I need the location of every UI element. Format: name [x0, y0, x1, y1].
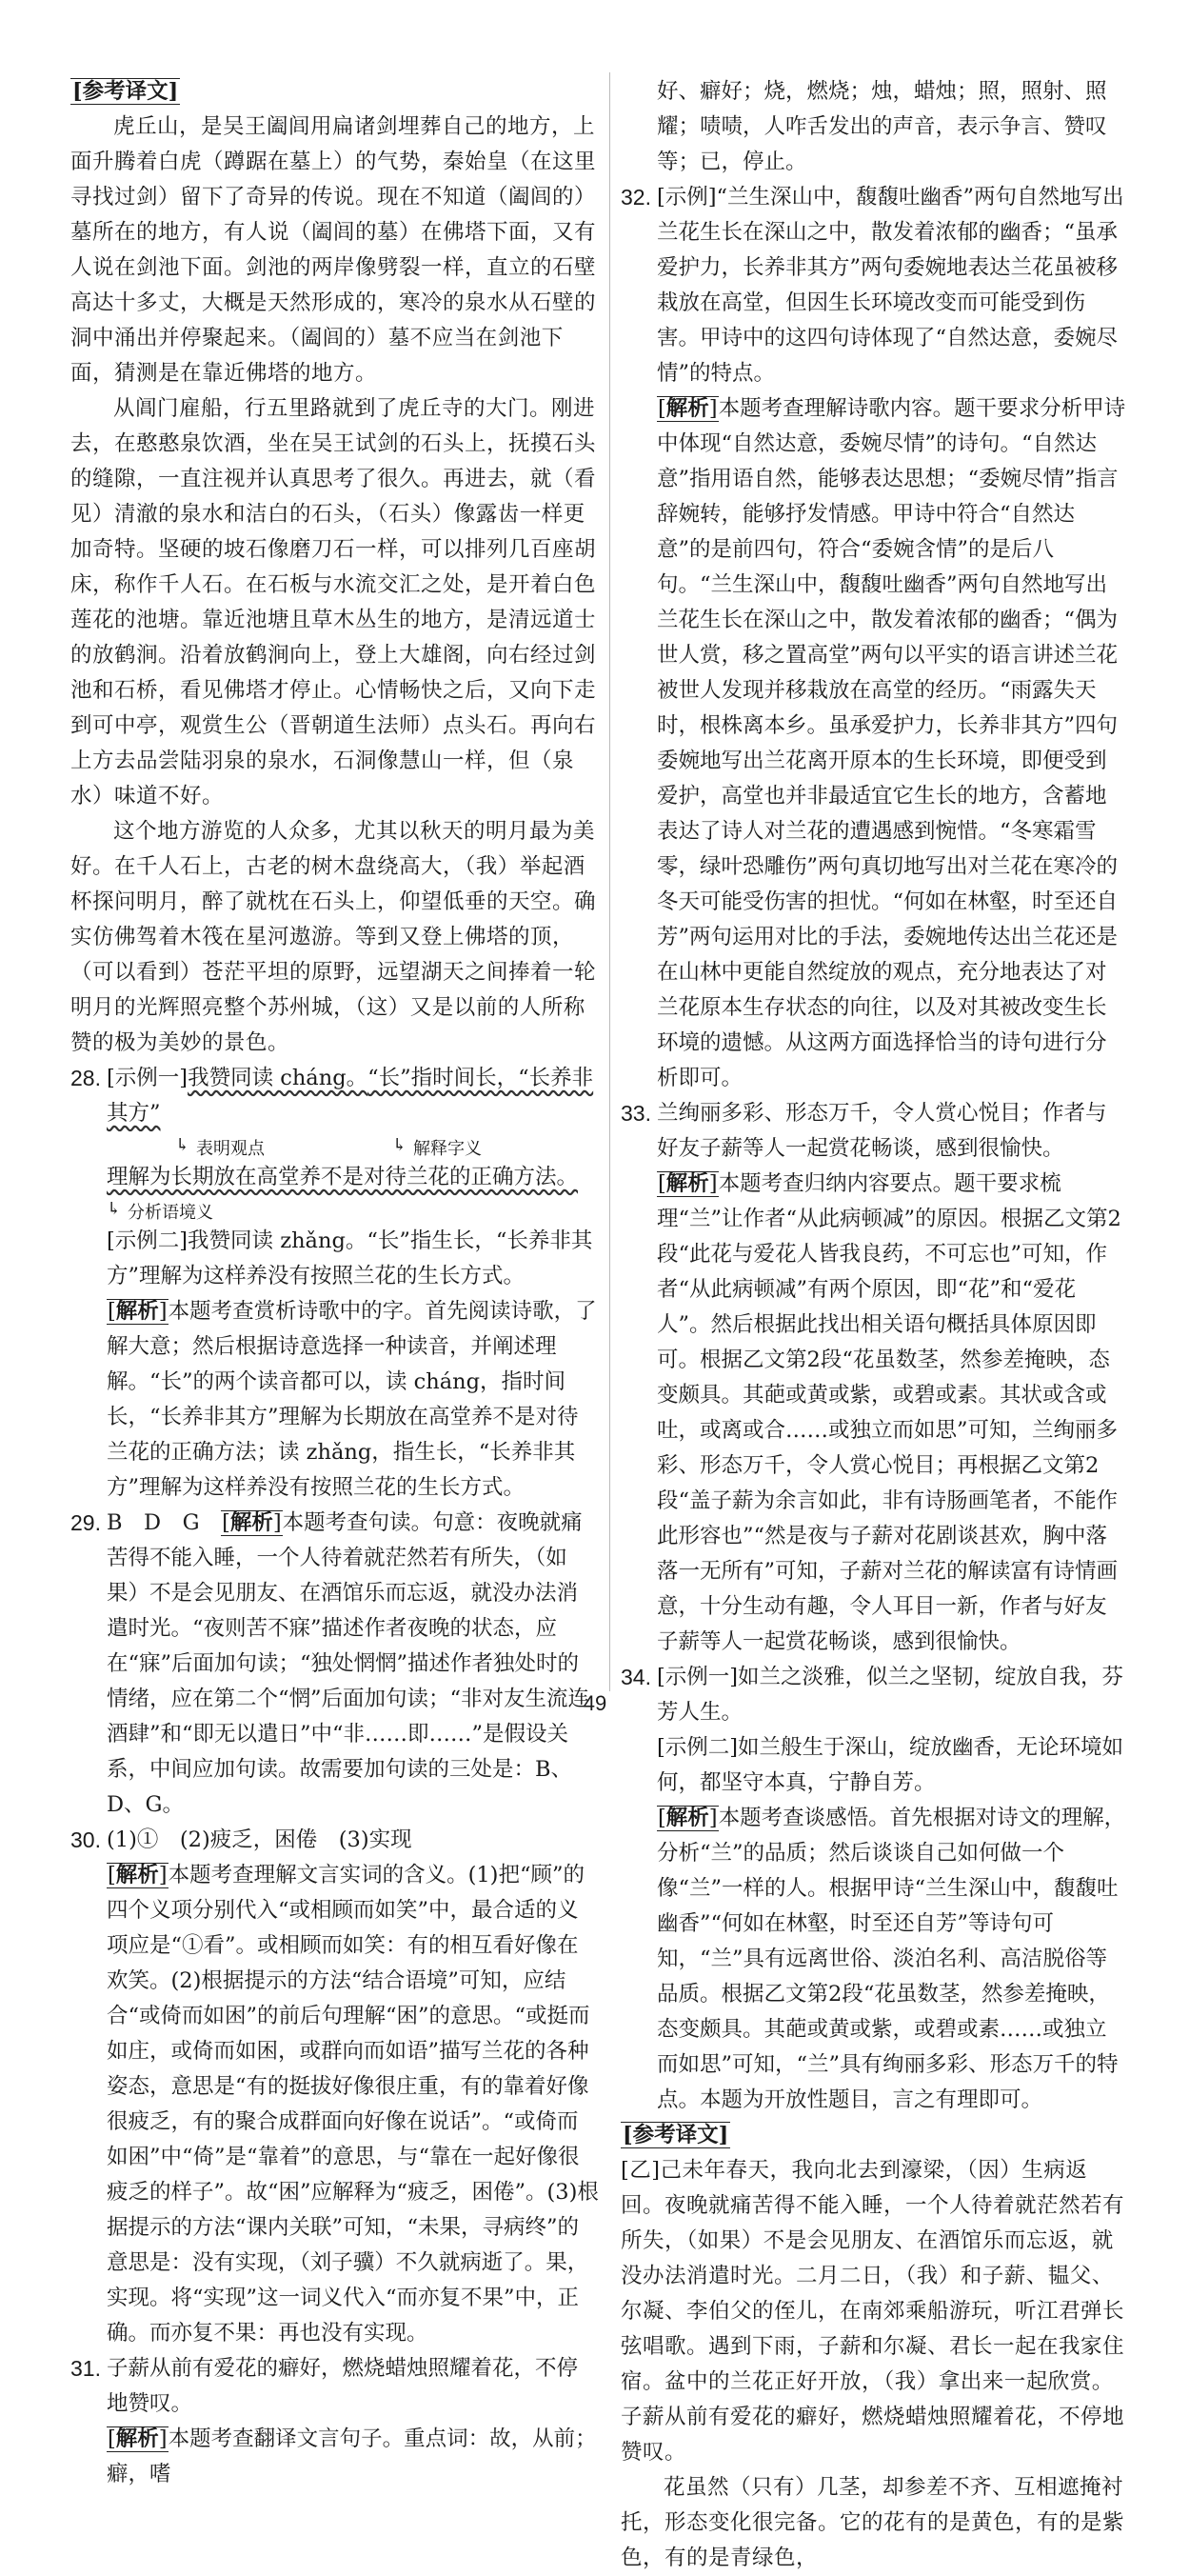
translation-paragraph-2: 花虽然（只有）几茎，却参差不齐、互相遮掩衬托，形态变化很完备。它的花有的是黄色，有的是紫色，有的是青绿色，	[621, 2475, 1125, 2570]
question-28	[70, 1061, 599, 1506]
q28-analysis: [解析]本题考查赏析诗歌中的字。首先阅读诗歌，了解大意；然后根据诗意选择一种读音，并阐述理解。“长”的两个读音都可以，读 cháng，指时间长，“长养非其方”理解为长期放在高堂养不是对待兰花的正确方法；读 zhǎng，指生长，“长养非其方”理解为这样养没有按照兰花的生长方式。	[107, 1299, 597, 1500]
q31-analysis: [解析]本题考查翻译文言句子。重点词：故，从前；癖，嗜	[107, 2426, 597, 2486]
translation-paragraph-2: 从阊门雇船，行五里路就到了虎丘寺的大门。刚进去，在憨憨泉饮酒，坐在吴王试剑的石头上，抚摸石头的缝隙，一直注视并认真思考了很久。再进去，就（看见）清澈的泉水和洁白的石头，（石头）像露齿一样更加奇特。坚硬的坡石像磨刀石一样，可以排列几百座胡床，称作千人石。在石板与水流交汇之处，是开着白色莲花的池塘。靠近池塘且草木丛生的地方，是清远道士的放鹤涧。沿着放鹤涧向上，登上大雄阁，向右经过剑池和石桥，看见佛塔才停止。心情畅快之后，又向下走到可中亭，观赏生公（晋朝道生法师）点头石。再向右上方去品尝陆羽泉的泉水，石洞像慧山一样，但（泉水）味道不好。	[70, 396, 597, 809]
analysis-tag: [解析]	[108, 1299, 168, 1324]
translation-paragraph-1: 虎丘山，是吴王阖闾用扁诸剑埋葬自己的地方，上面升腾着白虎（蹲踞在墓上）的气势，秦始皇（在这里寻找过剑）留下了奇异的传说。现在不知道（阖闾的）墓所在的地方，有人说（阖闾的墓）在佛塔下面，又有人说在剑池下面。剑池的两岸像劈裂一样，直立的石壁高达十多丈，大概是天然形成的，寒冷的泉水从石壁的洞中涌出并停聚起来。（阖闾的）墓不应当在剑池下面，猜测是在靠近佛塔的地方。	[70, 114, 597, 386]
translation-paragraph-3: 这个地方游览的人众多，尤其以秋天的明月最为美好。在千人石上，古老的树木盘绕高大，（我）举起酒杯探问明月，醉了就枕在石头上，仰望低垂的天空。确实仿佛驾着木筏在星河遨游。等到又登上佛塔的顶，（可以看到）苍茫平坦的原野，远望湖天之间捧着一轮明月的光辉照亮整个苏州城，（这）又是以前的人所称赞的极为美妙的景色。	[70, 819, 597, 1055]
page-number: 49	[583, 1691, 607, 1715]
q33-answer: 兰绚丽多彩、形态万千，令人赏心悦目；作者与好友子薪等人一起赏花畅谈，感到很愉快。	[657, 1101, 1107, 1161]
q30-analysis: [解析]本题考查理解文言实词的含义。(1)把“顾”的四个义项分别代入“或相顾而如笑”中，最合适的义项应是“①看”。或相顾而如笑：有的相互看好像在欢笑。(2)根据提示的方法“结合语境”可知，应结合“或倚而如困”的前后句理解“困”的意思。“或挺而如庄，或倚而如困，或群向而如语”描写兰花的各种姿态，意思是“有的挺拔好像很庄重，有的靠着好像很疲乏，有的聚合成群面向好像在说话”。“或倚而如困”中“倚”是“靠着”的意思，与“靠在一起好像很疲乏的样子”。故“困”应解释为“疲乏，困倦”。(3)根据提示的方法“课内关联”可知，“未果，寻病终”的意思是：没有实现，（刘子骥）不久就病逝了。果，实现。将“实现”这一词义代入“而亦复不果”中，正确。而亦复不果：再也没有实现。	[107, 1863, 599, 2346]
q34-analysis: [解析]本题考查谈感悟。首先根据对诗文的理解，分析“兰”的品质；然后谈谈自己如何做一个像“兰”一样的人。根据甲诗“兰生深山中，馥馥吐幽香”“何如在林壑，时至还自芳”等诗句可知，“兰”具有远离世俗、淡泊名利、高洁脱俗等品质。根据乙文第2段“花虽数茎，然参差掩映，态变颇具。其葩或黄或紫，或碧或素……或独立而如思”可知，“兰”具有绚丽多彩、形态万千的特点。本题为开放性题目，言之有理即可。	[657, 1806, 1126, 2112]
question-number: 29.	[70, 1510, 101, 1535]
annotation-arrow-icon: ↳	[175, 1135, 190, 1155]
question-number: 30.	[70, 1827, 101, 1852]
q28-example-2: [示例二]我赞同读 zhǎng。“长”指生长，“长养非其方”理解为这样养没有按照兰花的生长方式。	[107, 1228, 593, 1288]
q32-analysis: [解析]本题考查理解诗歌内容。题干要求分析甲诗中体现“自然达意，委婉尽情”的诗句。“自然达意”指用语自然，能够表达思想；“委婉尽情”指言辞婉转，能够抒发情感。甲诗中符合“自然达意”的是前四句，符合“委婉含情”的是后八句。“兰生深山中，馥馥吐幽香”两句自然地写出兰花生长在深山之中，散发着浓郁的幽香；“偶为世人赏，移之置高堂”两句以平实的语言讲述兰花被世人发现并移栽放在高堂的经历。“雨露失天时，根株离本乡。虽承爱护力，长养非其方”四句委婉地写出兰花离开原本的生长环境，即便受到爱护，高堂也并非最适宜它生长的地方，含蓄地表达了诗人对兰花的遭遇感到惋惜。“冬寒霜雪零，绿叶恐雕伤”两句真切地写出对兰花在寒冷的冬天可能受伤害的担忧。“何如在林壑，时至还自芳”两句运用对比的手法，委婉地传达出兰花还是在山林中更能自然绽放的观点，充分地表达了对兰花原本生存状态的向往，以及对其被改变生长环境的遗憾。从这两方面选择恰当的诗句进行分析即可。	[657, 396, 1126, 1090]
annotation-viewpoint: 表明观点	[196, 1139, 265, 1159]
q33-analysis: [解析]本题考查归纳内容要点。题干要求梳理“兰”让作者“从此病顿减”的原因。根据乙文第2段“此花与爱花人皆我良药，不可忘也”可知，作者“从此病顿减”有两个原因，即“花”和“爱花人”。然后根据此找出相关语句概括具体原因即可。根据乙文第2段“花虽数茎，然参差掩映，态变颇具。其葩或黄或紫，或碧或素。其状或含或吐，或离或合……或独立而如思”可知，兰绚丽多彩、形态万千，令人赏心悦目；再根据乙文第2段“盖子薪为余言如此，非有诗肠画笔者，不能作此形容也”“然是夜与子薪对花剧谈甚欢，胸中落落一无所有”可知，子薪对兰花的解读富有诗情画意，十分生动有趣，令人耳目一新，作者与好友子薪等人一起赏花畅谈，感到很愉快。	[657, 1171, 1121, 1654]
left-column	[70, 74, 599, 2492]
q31-analysis-cont: 好、癖好；烧，燃烧；烛，蜡烛；照，照射、照耀；啧啧，人咋舌发出的声音，表示争言、赞叹等；已，停止。	[657, 79, 1107, 174]
question-29	[70, 1506, 599, 1823]
q28-example-1-cont: 理解为长期放在高堂养不是对待兰花的正确方法。	[107, 1165, 579, 1189]
analysis-tag: [解析]	[108, 1863, 168, 1887]
q32-answer: [示例]“兰生深山中，馥馥吐幽香”两句自然地写出兰花生长在深山之中，散发着浓郁的幽香；“虽承爱护力，长养非其方”两句委婉地表达兰花虽被移栽放在高堂，但因生长环境改变而可能受到伤害。甲诗中的这四句诗体现了“自然达意，委婉尽情”的特点。	[657, 185, 1124, 386]
analysis-tag: [解析]	[108, 2426, 168, 2451]
analysis-tag: [解析]	[658, 396, 718, 421]
question-31	[70, 2351, 599, 2492]
q31-answer: 子薪从前有爱花的癖好，燃烧蜡烛照耀着花，不停地赞叹。	[107, 2356, 579, 2416]
question-number: 33.	[621, 1101, 651, 1126]
right-column	[621, 74, 1127, 2576]
column-divider	[609, 72, 610, 1691]
reference-translation-heading: [参考译文]	[72, 79, 179, 104]
reference-translation-heading: [参考译文]	[623, 2123, 729, 2147]
analysis-tag: [解析]	[658, 1171, 718, 1196]
q30-answer: (1)① (2)疲乏，困倦 (3)实现	[107, 1827, 412, 1852]
question-32	[621, 180, 1127, 1096]
q34-example-2: [示例二]如兰般生于深山，绽放幽香，无论环境如何，都坚守本真，宁静自芳。	[657, 1735, 1124, 1795]
q28-example-1: [示例一]我赞同读 cháng。“长”指时间长，“长养非其方”	[107, 1066, 594, 1126]
translation-paragraph-1: [乙]己未年春天，我向北去到濠梁，（因）生病返回。夜晚就痛苦得不能入睡，一个人待着就茫然若有所失，（如果）不是会见朋友、在酒馆乐而忘返，就没办法消遣时光。二月二日，（我）和子薪、韫父、尔凝、李伯父的侄儿，在南郊乘船游玩，听江君弹长弦唱歌。遇到下雨，子薪和尔凝、君长一起在我家住宿。盆中的兰花正好开放，（我）拿出来一起欣赏。子薪从前有爱花的癖好，燃烧蜡烛照耀着花，不停地赞叹。	[621, 2158, 1125, 2465]
question-number: 32.	[621, 185, 651, 210]
annotation-arrow-icon: ↳	[107, 1199, 122, 1219]
analysis-tag: [解析]	[658, 1806, 718, 1830]
question-number: 34.	[621, 1665, 651, 1689]
q28-annotations	[107, 1131, 599, 1160]
annotation-meaning: 解释字义	[413, 1139, 482, 1159]
question-33	[621, 1096, 1127, 1660]
question-number: 31.	[70, 2356, 101, 2381]
analysis-tag: [解析]	[222, 1510, 282, 1535]
q28-annotation-context: ↳ 分析语境义	[107, 1195, 599, 1224]
q29-answer: B D G [解析]本题考查句读。句意：夜晚就痛苦得不能入睡，一个人待着就茫然若有所失，（如果）不是会见朋友、在酒馆乐而忘返，就没办法消遣时光。“夜则苦不寐”描述作者夜晚的状态，应在“寐”后面加句读；“独处惘惘”描述作者独处时的情绪，应在第二个“惘”后面加句读；“非对友生流连酒肆”和“即无以遣日”中“非……即……”是假设关系，中间应加句读。故需要加句读的三处是：B、D、G。	[107, 1510, 590, 1817]
question-number: 28.	[70, 1066, 101, 1090]
question-30	[70, 1823, 599, 2351]
q34-example-1: [示例一]如兰之淡雅，似兰之坚韧，绽放自我，芬芳人生。	[657, 1665, 1124, 1725]
annotation-arrow-icon: ↳	[392, 1135, 407, 1155]
question-34	[621, 1660, 1127, 2118]
